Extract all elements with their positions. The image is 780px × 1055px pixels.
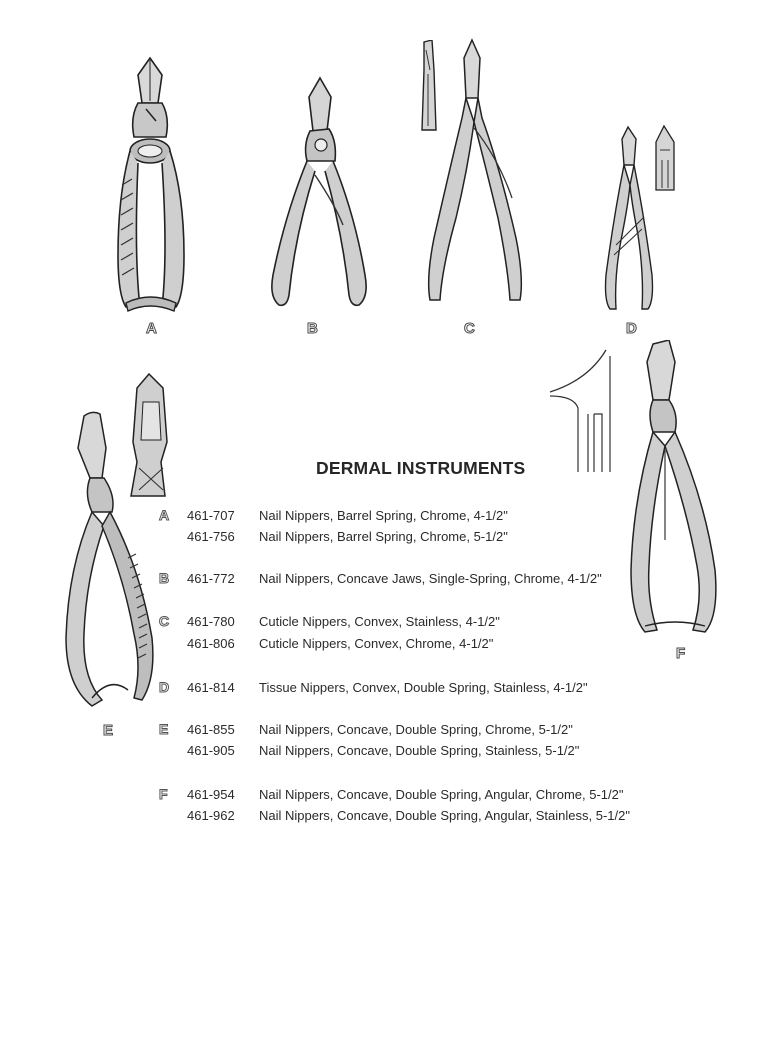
- instrument-d-tip-detail: [650, 124, 680, 194]
- item-code: 461-855: [187, 722, 235, 737]
- instrument-a-illustration: [100, 55, 200, 315]
- item-description: Nail Nippers, Concave, Double Spring, Angular, Chrome, 5-1/2": [259, 787, 624, 802]
- item-description: Nail Nippers, Concave, Double Spring, Angular, Stainless, 5-1/2": [259, 808, 630, 823]
- figure-label-a: A: [146, 320, 157, 337]
- figure-label-b: B: [307, 320, 318, 337]
- page-title: DERMAL INSTRUMENTS: [316, 458, 526, 478]
- item-letter: F: [159, 786, 168, 802]
- item-code: 461-756: [187, 529, 235, 544]
- item-description: Nail Nippers, Concave, Double Spring, Stainless, 5-1/2": [259, 743, 580, 758]
- item-code: 461-814: [187, 680, 235, 695]
- item-code: 461-772: [187, 571, 235, 586]
- item-description: Nail Nippers, Concave Jaws, Single-Spring, Chrome, 4-1/2": [259, 571, 602, 586]
- item-code: 461-905: [187, 743, 235, 758]
- item-description: Nail Nippers, Barrel Spring, Chrome, 5-1/2": [259, 529, 508, 544]
- item-description: Nail Nippers, Concave, Double Spring, Chrome, 5-1/2": [259, 722, 573, 737]
- item-code: 461-962: [187, 808, 235, 823]
- item-description: Nail Nippers, Barrel Spring, Chrome, 4-1/2": [259, 508, 508, 523]
- instrument-f-tip-detail: [548, 348, 614, 474]
- item-code: 461-806: [187, 636, 235, 651]
- item-description: Tissue Nippers, Convex, Double Spring, Stainless, 4-1/2": [259, 680, 588, 695]
- figure-label-c: C: [464, 320, 475, 337]
- instrument-e-illustration: [62, 408, 162, 713]
- item-code: 461-780: [187, 614, 235, 629]
- item-letter: D: [159, 679, 170, 695]
- figure-label-d: D: [626, 320, 637, 337]
- item-code: 461-954: [187, 787, 235, 802]
- item-letter: A: [159, 507, 170, 523]
- figure-label-f-drawing: F: [676, 645, 686, 662]
- item-description: Cuticle Nippers, Convex, Stainless, 4-1/2": [259, 614, 500, 629]
- item-letter: E: [159, 721, 169, 737]
- instrument-c-illustration: [420, 38, 540, 308]
- item-letter: B: [159, 570, 170, 586]
- instrument-f-illustration: [625, 340, 725, 645]
- instrument-b-illustration: [265, 75, 375, 315]
- item-code: 461-707: [187, 508, 235, 523]
- item-letter: C: [159, 613, 170, 629]
- figure-label-e-drawing: E: [103, 722, 114, 739]
- item-description: Cuticle Nippers, Convex, Chrome, 4-1/2": [259, 636, 494, 651]
